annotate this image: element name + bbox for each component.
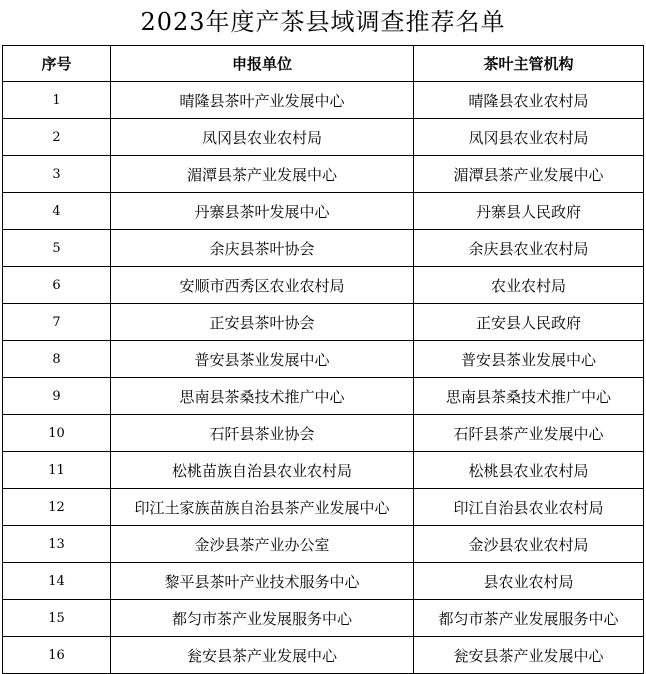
row-authority: 凤冈县农业农村局 <box>414 119 644 156</box>
table-row <box>3 267 644 304</box>
recommend-table <box>2 45 644 674</box>
row-authority: 思南县茶桑技术推广中心 <box>414 378 644 415</box>
table-row <box>3 82 644 119</box>
table-row <box>3 341 644 378</box>
row-authority: 丹寨县人民政府 <box>414 193 644 230</box>
row-authority: 金沙县农业农村局 <box>414 526 644 563</box>
row-index: 5 <box>3 230 111 267</box>
row-unit: 思南县茶桑技术推广中心 <box>111 378 414 415</box>
row-unit: 印江土家族苗族自治县茶产业发展中心 <box>111 489 414 526</box>
row-authority: 晴隆县农业农村局 <box>414 82 644 119</box>
row-unit: 瓮安县茶产业发展中心 <box>111 637 414 674</box>
table-row <box>3 193 644 230</box>
row-authority: 余庆县农业农村局 <box>414 230 644 267</box>
row-unit: 凤冈县农业农村局 <box>111 119 414 156</box>
row-authority: 湄潭县茶产业发展中心 <box>414 156 644 193</box>
header-row <box>3 46 644 82</box>
row-index: 4 <box>3 193 111 230</box>
row-authority: 正安县人民政府 <box>414 304 644 341</box>
header-unit: 申报单位 <box>111 46 414 82</box>
row-unit: 晴隆县茶叶产业发展中心 <box>111 82 414 119</box>
row-index: 6 <box>3 267 111 304</box>
row-index: 13 <box>3 526 111 563</box>
row-unit: 石阡县茶业协会 <box>111 415 414 452</box>
row-index: 2 <box>3 119 111 156</box>
row-index: 16 <box>3 637 111 674</box>
row-unit: 黎平县茶叶产业技术服务中心 <box>111 563 414 600</box>
row-authority: 石阡县茶产业发展中心 <box>414 415 644 452</box>
header-authority: 茶叶主管机构 <box>414 46 644 82</box>
row-unit: 都匀市茶产业发展服务中心 <box>111 600 414 637</box>
row-unit: 金沙县茶产业办公室 <box>111 526 414 563</box>
table-row <box>3 119 644 156</box>
row-unit: 丹寨县茶叶发展中心 <box>111 193 414 230</box>
row-authority: 农业农村局 <box>414 267 644 304</box>
page-title: 2023年度产茶县域调查推荐名单 <box>140 8 506 36</box>
row-index: 9 <box>3 378 111 415</box>
row-index: 12 <box>3 489 111 526</box>
row-authority: 瓮安县茶产业发展中心 <box>414 637 644 674</box>
row-unit: 松桃苗族自治县农业农村局 <box>111 452 414 489</box>
row-index: 3 <box>3 156 111 193</box>
table-row <box>3 526 644 563</box>
row-authority: 普安县茶业发展中心 <box>414 341 644 378</box>
row-index: 8 <box>3 341 111 378</box>
row-index: 14 <box>3 563 111 600</box>
row-index: 15 <box>3 600 111 637</box>
table-row <box>3 452 644 489</box>
row-unit: 余庆县茶叶协会 <box>111 230 414 267</box>
row-unit: 普安县茶业发展中心 <box>111 341 414 378</box>
row-index: 7 <box>3 304 111 341</box>
row-authority: 松桃县农业农村局 <box>414 452 644 489</box>
row-index: 10 <box>3 415 111 452</box>
row-unit: 安顺市西秀区农业农村局 <box>111 267 414 304</box>
row-unit: 正安县茶叶协会 <box>111 304 414 341</box>
row-authority: 都匀市茶产业发展服务中心 <box>414 600 644 637</box>
table-row <box>3 230 644 267</box>
table-row <box>3 563 644 600</box>
row-authority: 印江自治县农业农村局 <box>414 489 644 526</box>
table-row <box>3 489 644 526</box>
table-row <box>3 415 644 452</box>
table-row <box>3 378 644 415</box>
row-unit: 湄潭县茶产业发展中心 <box>111 156 414 193</box>
header-index: 序号 <box>3 46 111 82</box>
row-index: 11 <box>3 452 111 489</box>
table-row <box>3 600 644 637</box>
row-authority: 县农业农村局 <box>414 563 644 600</box>
table-row <box>3 156 644 193</box>
table-row <box>3 304 644 341</box>
row-index: 1 <box>3 82 111 119</box>
table-row <box>3 637 644 674</box>
